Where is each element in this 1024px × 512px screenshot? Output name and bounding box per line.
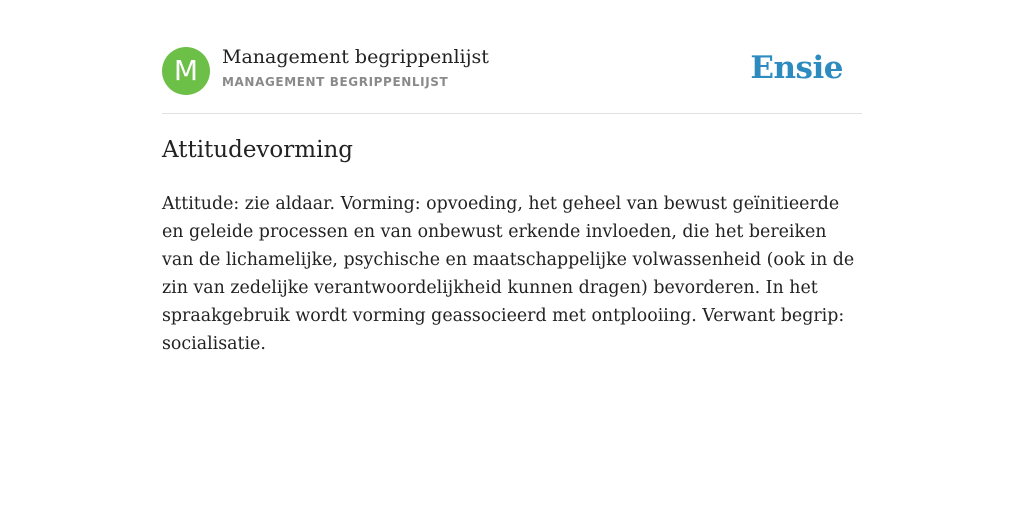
source-header <box>162 46 862 96</box>
header-divider <box>162 113 862 114</box>
source-avatar[interactable]: M <box>162 47 210 95</box>
term-title: Attitudevorming <box>162 137 353 163</box>
ensie-logo[interactable]: Ensie <box>750 50 843 86</box>
source-title[interactable]: Management begrippenlijst <box>222 46 489 68</box>
source-subtitle: MANAGEMENT BEGRIPPENLIJST <box>222 75 449 89</box>
term-definition: Attitude: zie aldaar. Vorming: opvoeding, het geheel van bewust geïnitieerde en geleide processen en van onbewust erkende invloeden, die het bereiken van de lichamelijke, psychische en maatschappelijke volwassenheid (ook in de zin van zedelijke verantwoordelijkheid kunnen dragen) bevorderen. In het spraakgebruik wordt vorming geassocieerd met ontplooiing. Verwant begrip: socialisatie. <box>162 194 855 354</box>
